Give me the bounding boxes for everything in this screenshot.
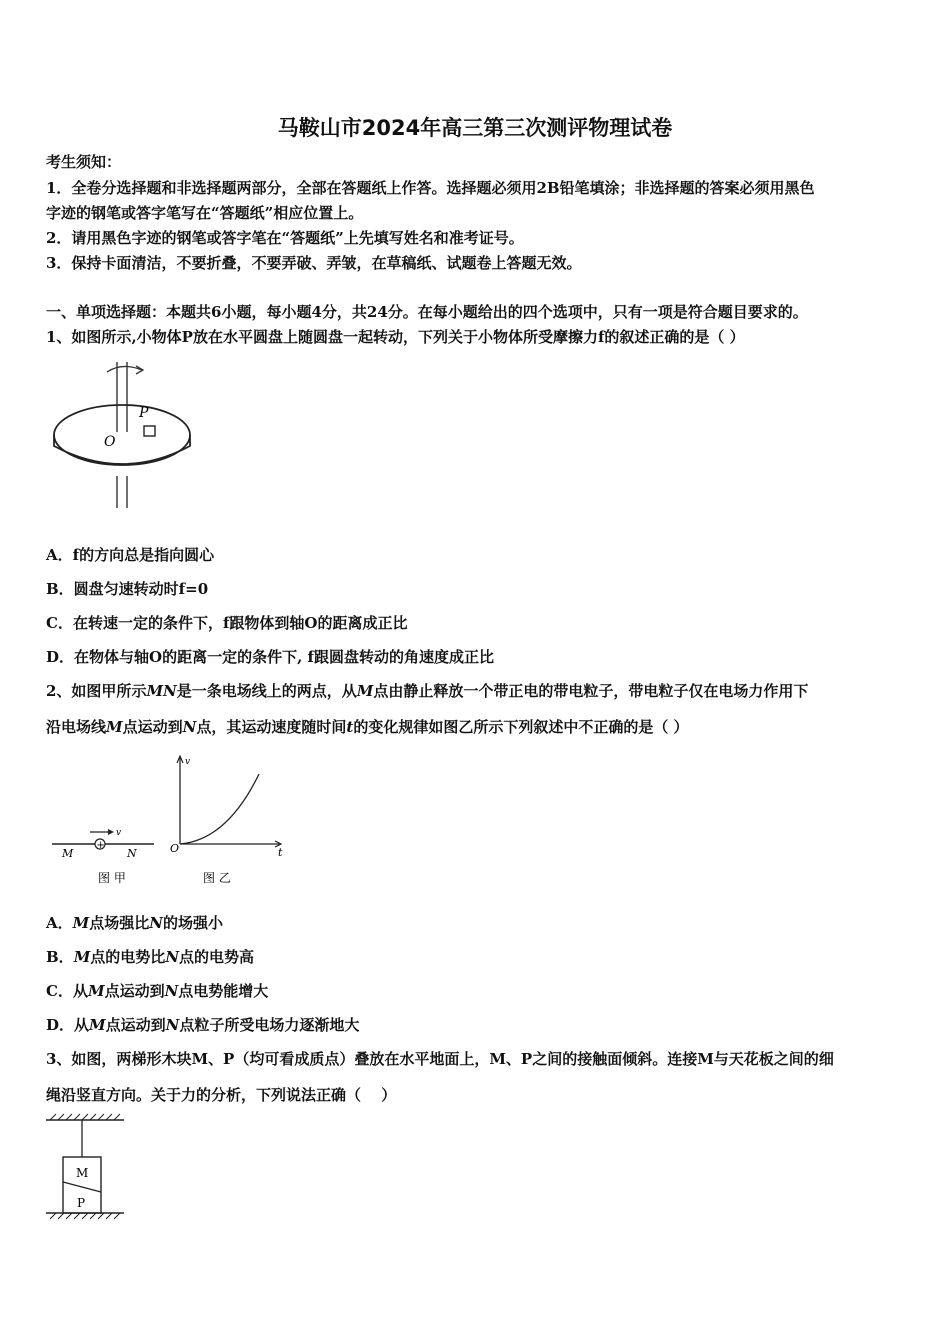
- notice-line-3: 3．保持卡面清洁，不要折叠，不要弄破、弄皱，在草稿纸、试题卷上答题无效。: [46, 254, 582, 272]
- q2-figure-a-field-line: [50, 820, 160, 890]
- q1-stem: 1、如图所示,小物体P放在水平圆盘上随圆盘一起转动，下列关于小物体所受摩擦力f的叙述正确的是（ ）: [46, 328, 745, 346]
- q1-fig-label-o: O: [104, 434, 116, 450]
- notice-line-2: 2．请用黑色字迹的钢笔或答字笔在“答题纸”上先填写姓名和准考证号。: [46, 229, 524, 247]
- page-title: 马鞍山市2024年高三第三次测评物理试卷: [277, 116, 673, 140]
- q2-fig-n: N: [127, 847, 137, 860]
- notice-line-1b: 字迹的钢笔或答字笔写在“答题纸”相应位置上。: [46, 204, 364, 222]
- q1-option-d[interactable]: D．在物体与轴O的距离一定的条件下, f跟圆盘转动的角速度成正比: [46, 648, 494, 666]
- q2-fig-t: t: [278, 846, 283, 859]
- q3-stem-line-1: 3、如图，两梯形木块M、P（均可看成质点）叠放在水平地面上，M、P之间的接触面倾斜。连接M与天花板之间的细: [46, 1050, 834, 1068]
- q2-fig-o: O: [170, 842, 180, 855]
- q2-option-a[interactable]: A．M点场强比N的场强小: [46, 914, 223, 932]
- q2-option-d[interactable]: D．从M点运动到N点粒子所受电场力逐渐地大: [46, 1016, 360, 1034]
- q1-option-b[interactable]: B．圆盘匀速转动时f=0: [46, 580, 209, 598]
- q2-stem-line-2: 沿电场线M点运动到N点，其运动速度随时间t的变化规律如图乙所示下列叙述中不正确的是（ ）: [46, 718, 689, 736]
- q3-stem-line-2: 绳沿竖直方向。关于力的分析，下列说法正确（ ）: [46, 1086, 397, 1104]
- q1-option-a[interactable]: A．f的方向总是指向圆心: [46, 546, 215, 564]
- q3-fig-p: P: [77, 1196, 86, 1210]
- q2-fig-plus: +: [96, 840, 105, 851]
- q1-rotating-disk-figure: [50, 360, 200, 510]
- q1-option-c[interactable]: C．在转速一定的条件下，f跟物体到轴O的距离成正比: [46, 614, 408, 632]
- q1-fig-label-p: P: [139, 405, 149, 421]
- q2-fig-caption-1: 图 甲: [98, 871, 126, 885]
- q2-fig-m: M: [62, 847, 74, 860]
- q2-option-c[interactable]: C．从M点运动到N点电势能增大: [46, 982, 269, 1000]
- q2-fig-caption-2: 图 乙: [203, 871, 231, 885]
- q2-option-b[interactable]: B．M点的电势比N点的电势高: [46, 948, 255, 966]
- section-heading: 一、单项选择题：本题共6小题，每小题4分，共24分。在每小题给出的四个选项中，只有一项是符合题目要求的。: [46, 303, 808, 321]
- q2-figure-b-vt-graph: [165, 752, 290, 890]
- notice-line-1: 1．全卷分选择题和非选择题两部分，全部在答题纸上作答。选择题必须用2B铅笔填涂；非选择题的答案必须用黑色: [46, 179, 815, 197]
- q3-stacked-blocks-figure: [44, 1110, 129, 1225]
- notice-heading: 考生须知：: [46, 153, 122, 171]
- q2-fig-v-arrow: v: [116, 828, 122, 838]
- q3-fig-m: M: [76, 1166, 89, 1180]
- q2-fig-v-axis: v: [185, 757, 191, 767]
- q2-stem-line-1: 2、如图甲所示MN是一条电场线上的两点，从M点由静止释放一个带正电的带电粒子，带电粒子仅在电场力作用下: [46, 682, 809, 700]
